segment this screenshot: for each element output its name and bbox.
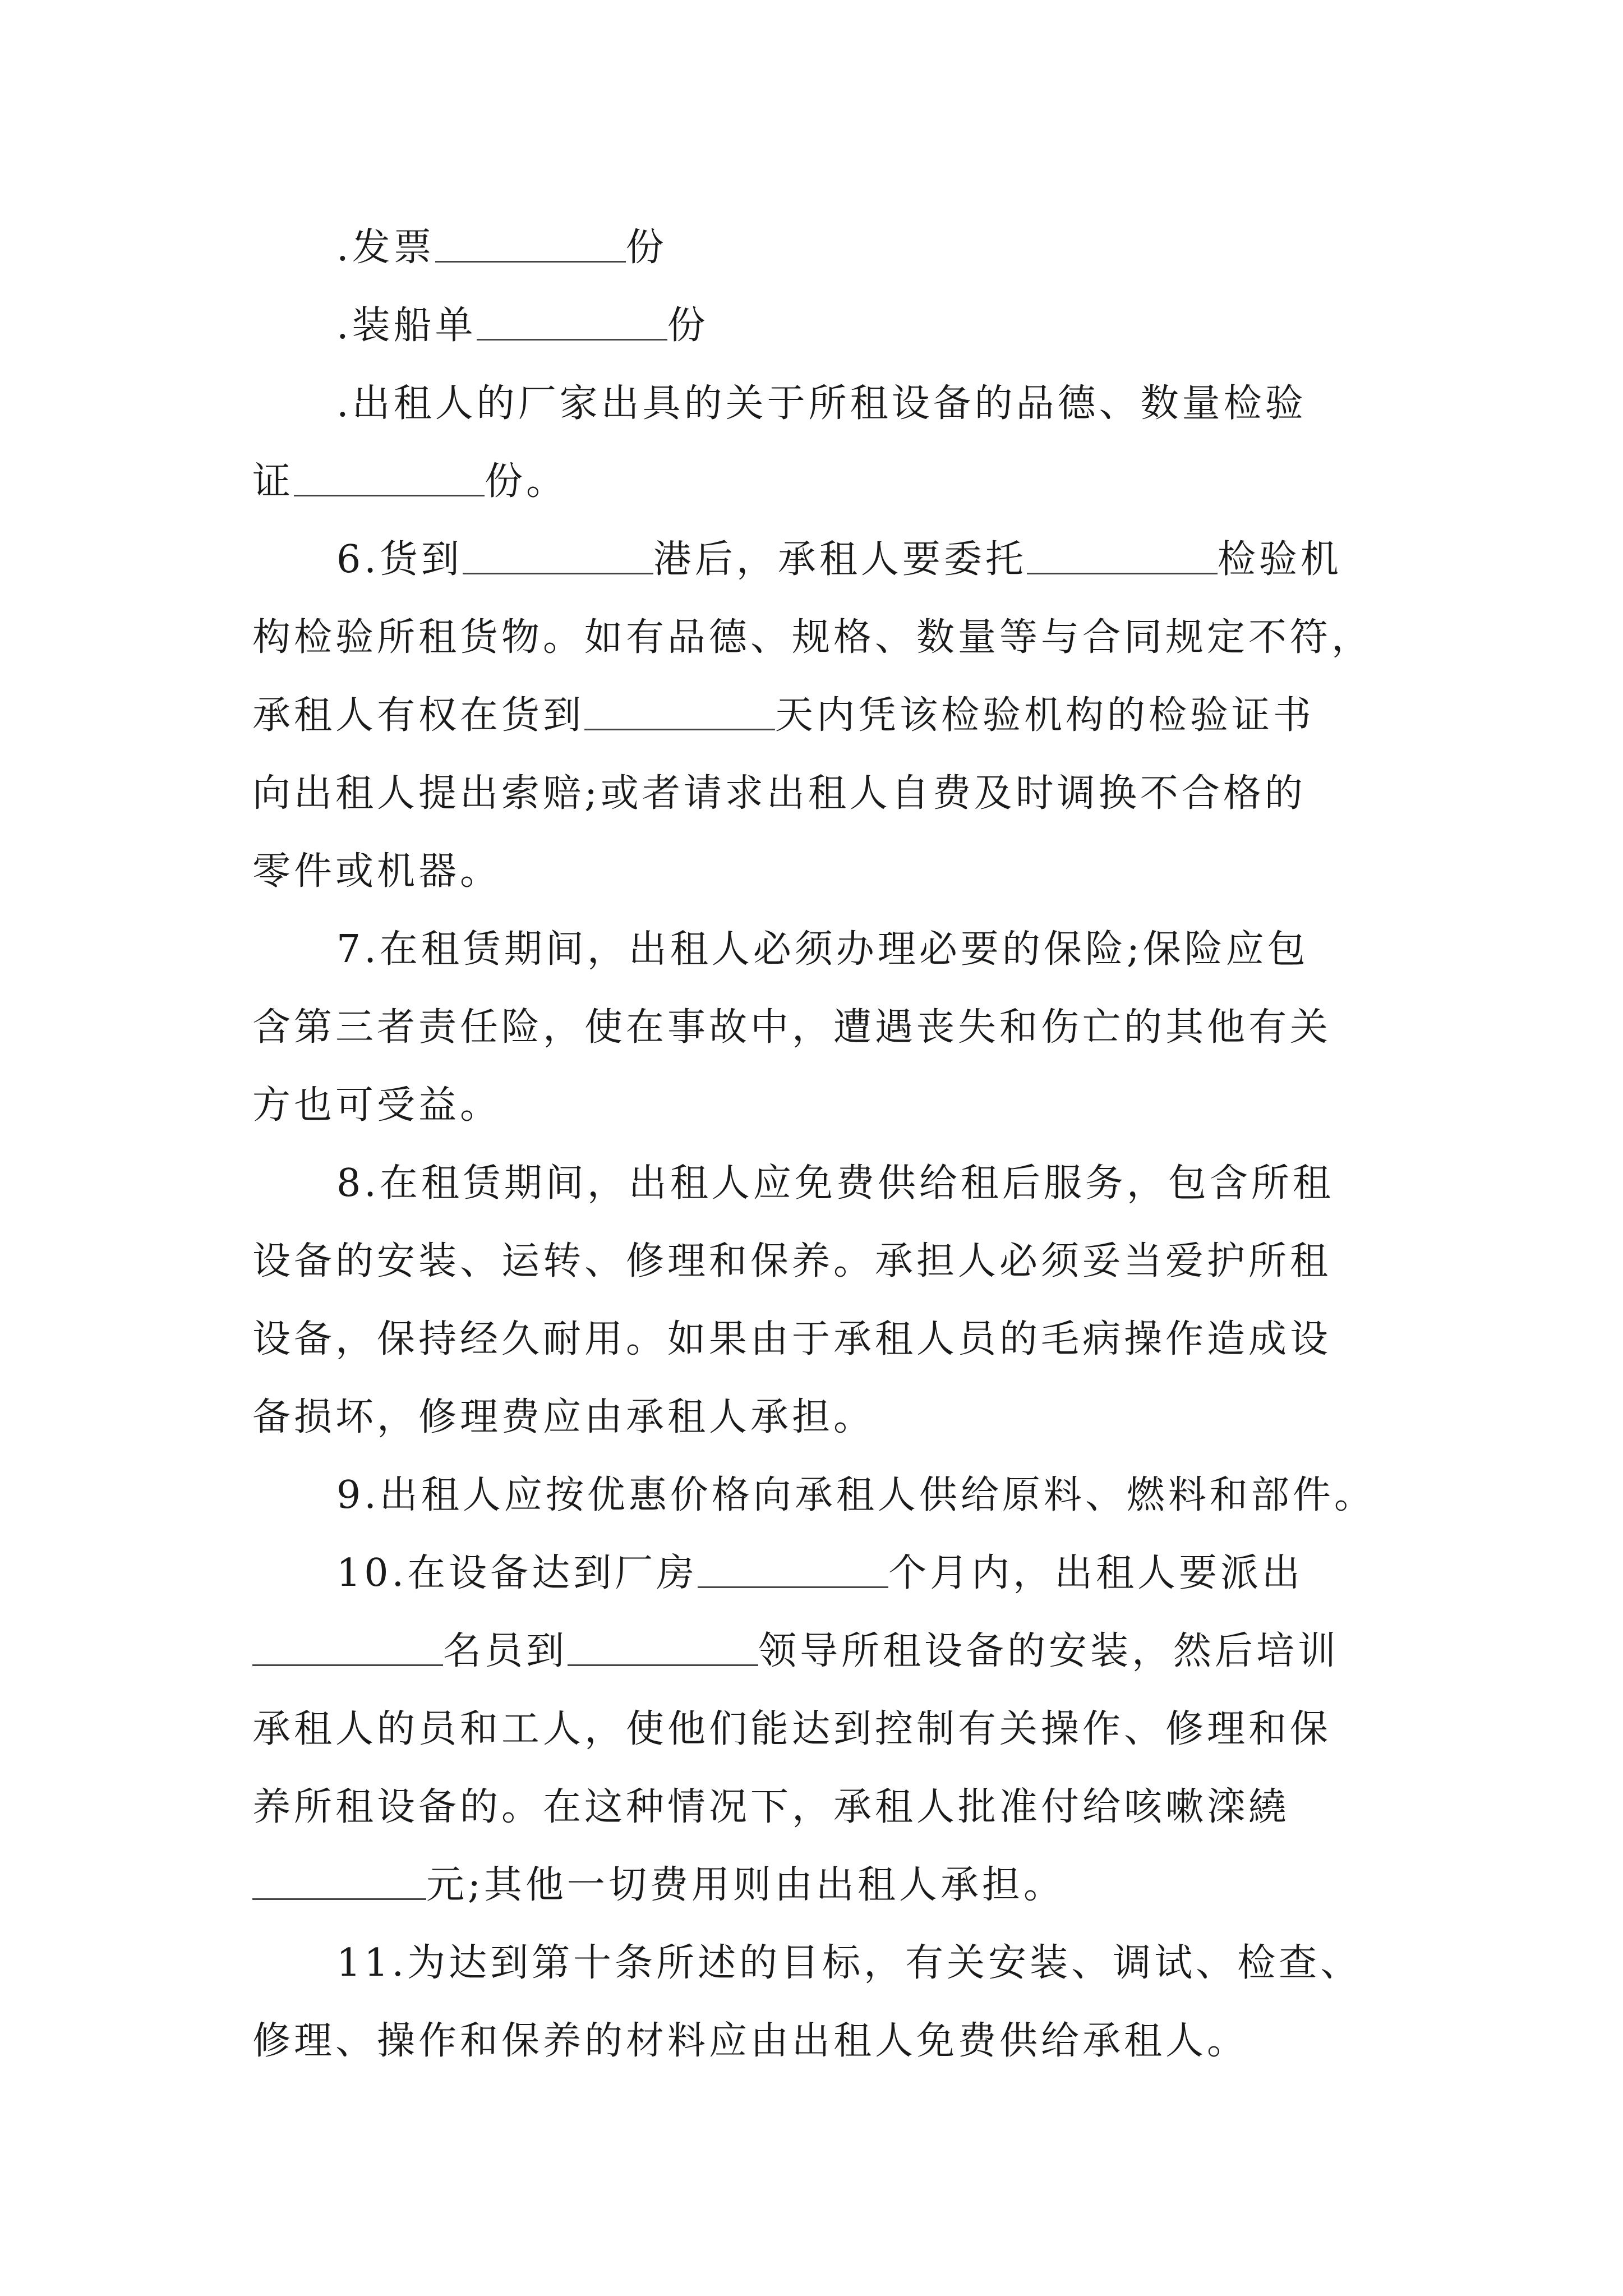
clause-7-line-3	[252, 1066, 1396, 1144]
inspection-cert-label: 证	[252, 459, 294, 504]
clause-8-line-4	[252, 1378, 1396, 1456]
clause-7-text-1: 7.在租赁期间，出租人必须办理必要的保险;保险应包	[336, 927, 1309, 972]
clause-11-text-2: 修理、操作和保养的材料应由出租人免费供给承租人。	[252, 2019, 1249, 2063]
clause-6-text: 港后，承租人要委托	[653, 537, 1027, 582]
clause-10-text-3: 承租人的员和工人，使他们能达到控制有关操作、修理和保	[252, 1707, 1332, 1751]
clause-8-text-2: 设备的安装、运转、修理和保养。承担人必须妥当爱护所租	[252, 1239, 1332, 1283]
clause-8-text-4: 备损坏，修理费应由承租人承担。	[252, 1395, 875, 1439]
bill-of-lading-count-blank	[477, 305, 667, 341]
clause-10-line-4	[252, 1768, 1396, 1846]
clause-11-text-1: 11.为达到第十条所述的目标，有关安装、调试、检查、	[336, 1941, 1362, 1985]
clause-7-line-1	[252, 910, 1396, 988]
clause-7-line-2	[252, 988, 1396, 1066]
clause-10-text-2b: 领导所租设备的安装，然后培训	[758, 1629, 1340, 1673]
clause-10-line-1	[252, 1534, 1396, 1612]
inspection-cert-text: .出租人的厂家出具的关于所租设备的品德、数量检验	[336, 381, 1307, 426]
clause-8-line-1	[252, 1144, 1396, 1222]
payment-amount-blank	[252, 1865, 426, 1900]
clause-8-line-3	[252, 1300, 1396, 1378]
inspection-cert-count-blank	[294, 461, 485, 496]
clause-9-text-1: 9.出租人应按优惠价格向承租人供给原料、燃料和部件。	[336, 1473, 1376, 1517]
inspection-cert-line	[252, 365, 1396, 443]
invoice-count-blank	[435, 227, 626, 263]
clause-6-line-5	[252, 832, 1396, 910]
clause-9-line-1	[252, 1456, 1396, 1534]
bill-of-lading-unit: 份	[667, 303, 709, 348]
clause-6-line-3	[252, 677, 1396, 754]
inspection-cert-line-cont	[252, 443, 1396, 521]
clause-10-line-2	[252, 1612, 1396, 1690]
inspection-cert-unit: 份。	[485, 459, 568, 504]
inspection-agency-blank	[1027, 539, 1218, 574]
clause-10-line-5	[252, 1846, 1396, 1924]
clause-6-text-end: 检验机	[1217, 537, 1342, 582]
clause-8-text-1: 8.在租赁期间，出租人应免费供给租后服务，包含所租	[336, 1161, 1334, 1205]
clause-7-text-3: 方也可受益。	[252, 1083, 502, 1128]
clause-8-text-3: 设备，保持经久耐用。如果由于承租人员的毛病操作造成设	[252, 1317, 1332, 1361]
clause-10-text-1a: 10.在设备达到厂房	[336, 1551, 698, 1595]
clause-8-line-2	[252, 1222, 1396, 1300]
clause-10-text-1b: 个月内，出租人要派出	[888, 1551, 1304, 1595]
clause-11-line-1	[252, 1924, 1396, 2002]
invoice-line	[252, 209, 1396, 287]
bill-of-lading-line	[252, 287, 1396, 365]
contract-body	[252, 209, 1396, 2080]
months-blank	[698, 1553, 888, 1588]
clause-10-text-5: 元;其他一切费用则由出租人承担。	[426, 1863, 1065, 1907]
clause-6-line-1	[252, 521, 1396, 599]
clause-6-number: 6.货到	[336, 537, 463, 582]
invoice-unit: 份	[625, 226, 667, 270]
clause-10-line-3	[252, 1690, 1396, 1768]
clause-11-line-2	[252, 2002, 1396, 2080]
claim-days-blank	[584, 695, 775, 730]
clause-6-text-3b: 天内凭该检验机构的检验证书	[775, 693, 1315, 738]
clause-6-text-5: 零件或机器。	[252, 849, 502, 894]
clause-10-text-2a: 名员到	[443, 1629, 568, 1673]
invoice-label: .发票	[336, 226, 435, 270]
clause-6-text-3a: 承租人有权在货到	[252, 693, 585, 738]
port-blank	[463, 539, 653, 574]
clause-10-text-4: 养所租设备的。在这种情况下，承租人批准付给咳嗽滦繞	[252, 1785, 1290, 1829]
clause-6-line-2	[252, 599, 1396, 677]
location-blank	[568, 1631, 758, 1666]
clause-6-text-4: 向出租人提出索赔;或者请求出租人自费及时调换不合格的	[252, 771, 1306, 816]
clause-6-text-2: 构检验所租货物。如有品德、规格、数量等与合同规定不符，	[252, 615, 1373, 660]
clause-6-line-4	[252, 754, 1396, 832]
bill-of-lading-label: .装船单	[336, 303, 477, 348]
staff-count-blank	[252, 1631, 443, 1666]
clause-7-text-2: 含第三者责任险，使在事故中，遭遇丧失和伤亡的其他有关	[252, 1005, 1332, 1050]
